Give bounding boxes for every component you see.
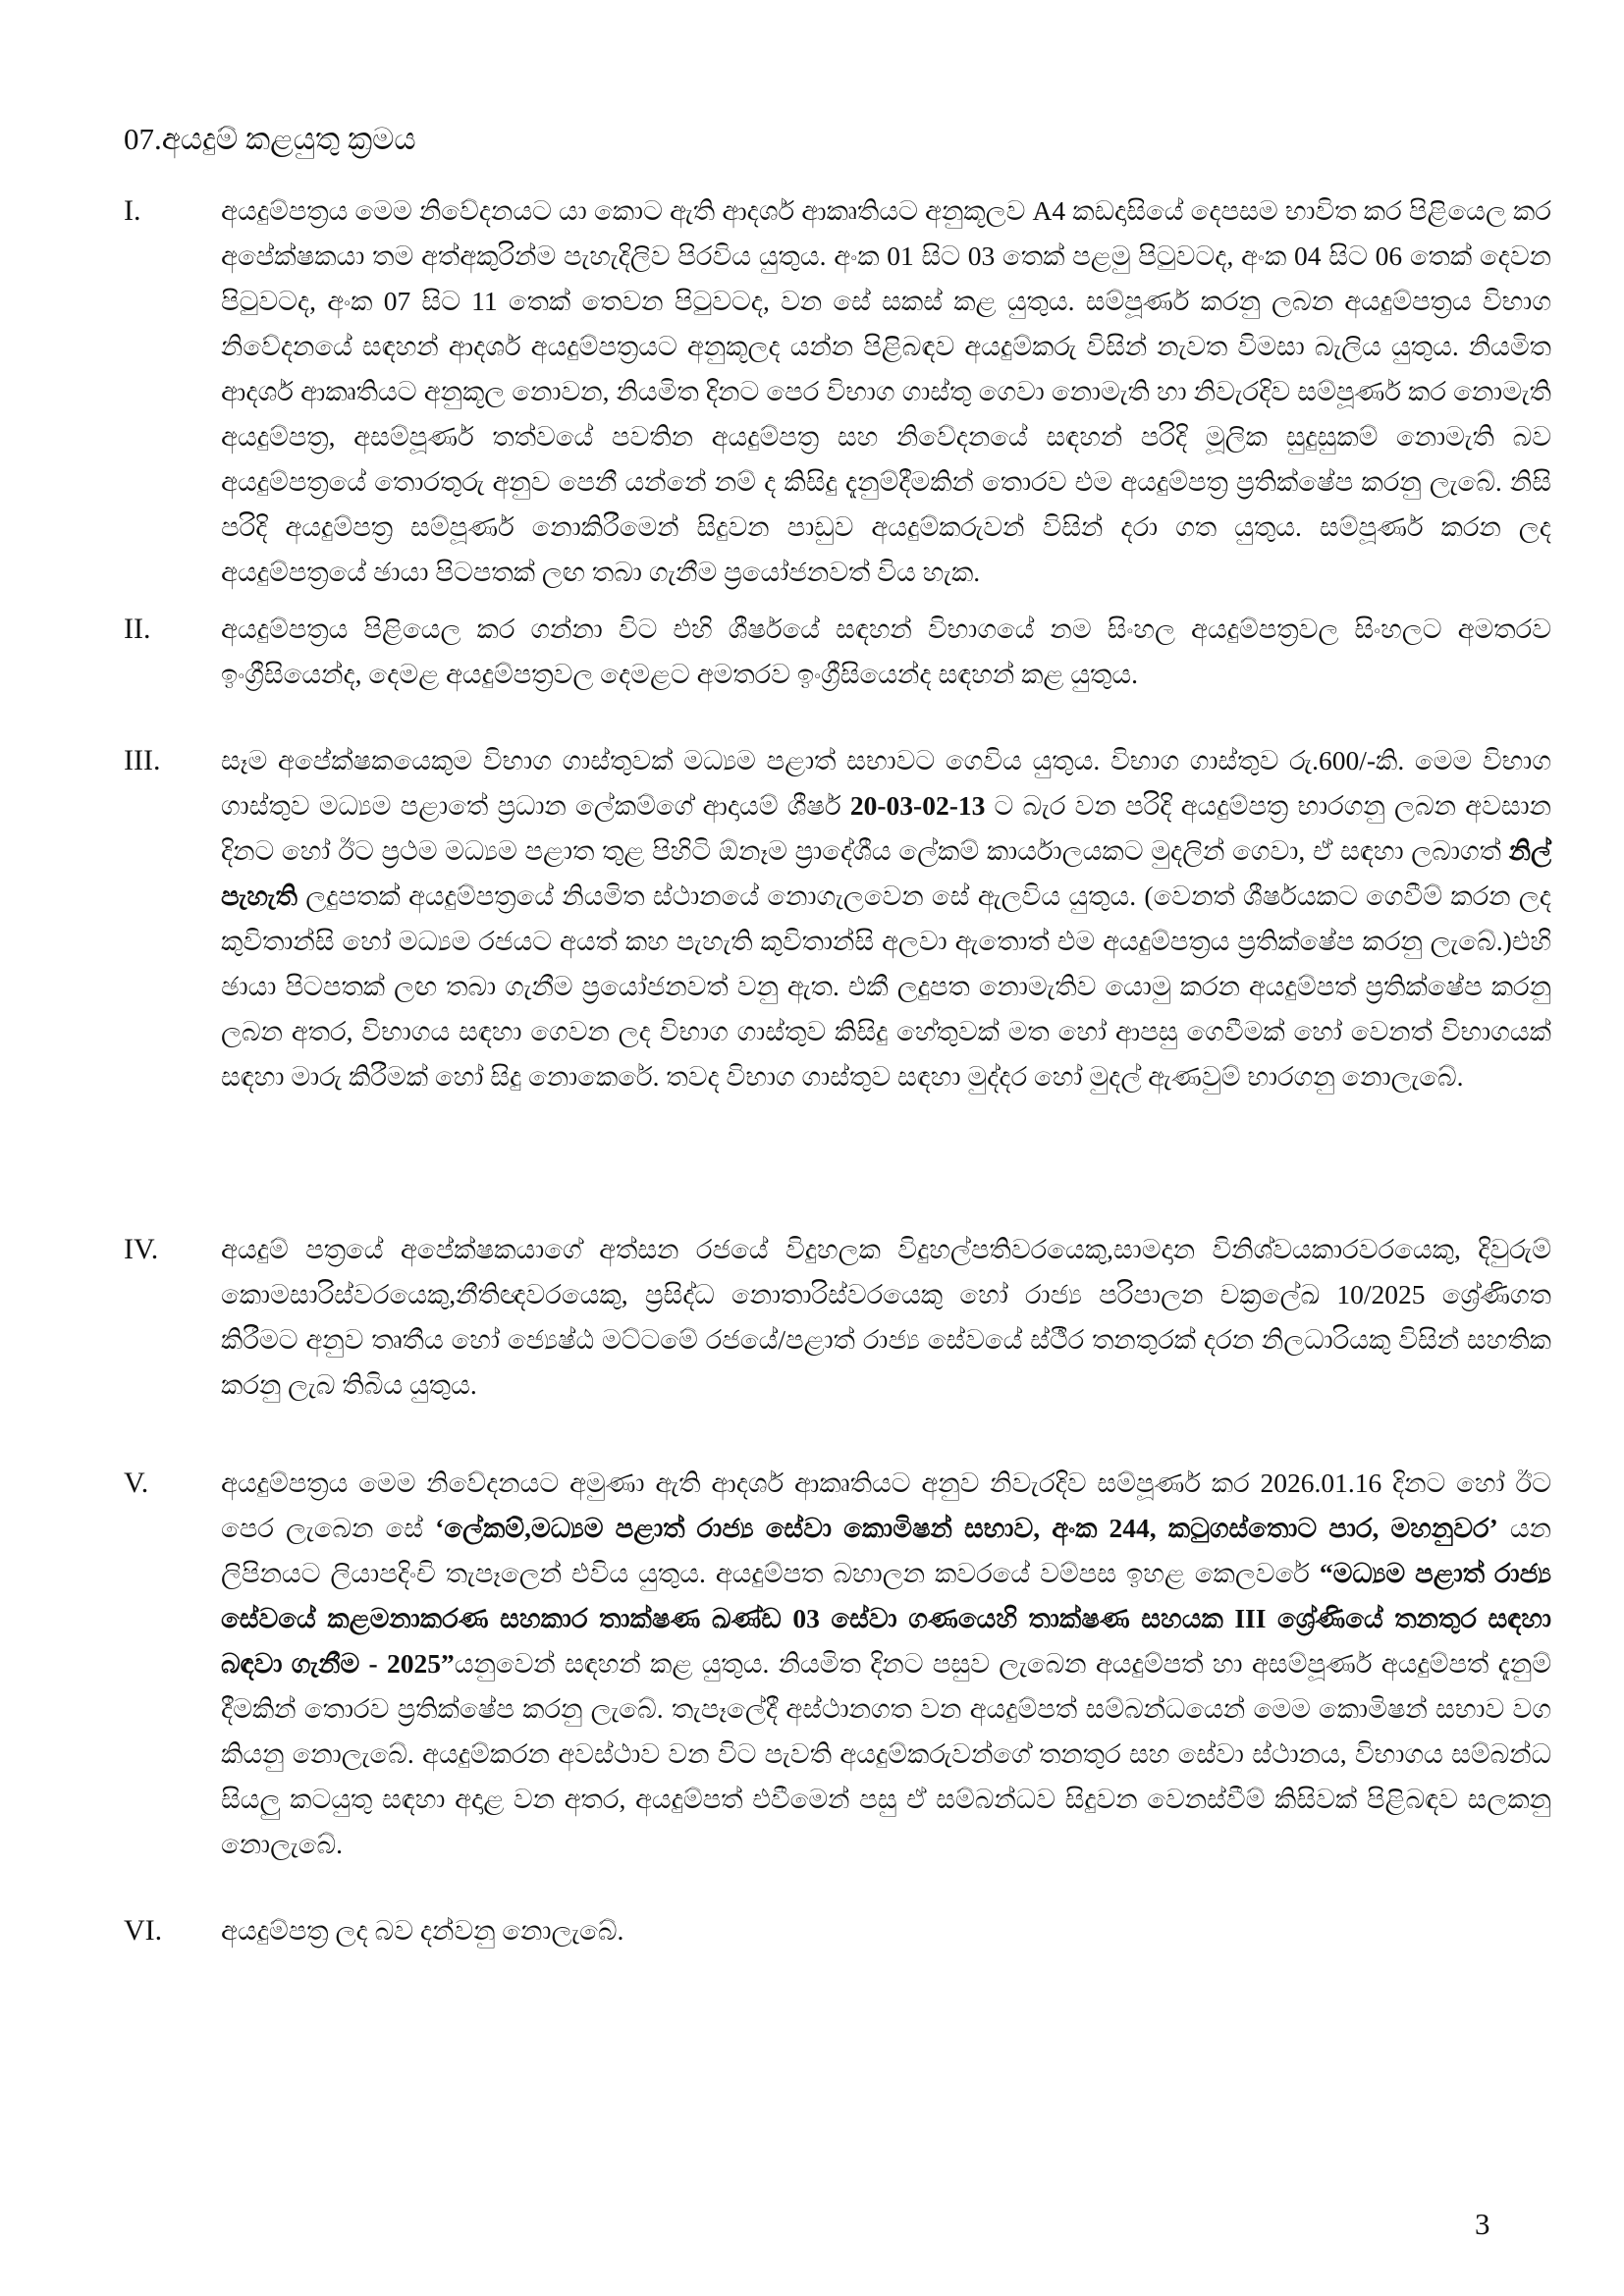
item-vi-numeral: VI.	[124, 1914, 163, 1947]
item-iii-numeral: III.	[124, 744, 161, 776]
document-content	[124, 120, 1551, 1953]
text-run: සෑම අපේක්ෂකයෙකුම විභාග ගාස්තුවක් මධ්‍යම පළාත් සභාවට ගෙවිය යුතුය. විභාග ගාස්තුව රු.600/-කි. මෙම විභාග ගාස්තුව මධ්‍යම පළාතේ ප්‍රධාන ලේකම්ගේ ආදායම් ශීර්ෂ	[221, 745, 1551, 821]
text-run: ලදුපතක් අයදුම්පත්‍රයේ නියමිත ස්ථානයේ නොගැලවෙන සේ ඇලවිය යුතුය. (වෙනත් ශීර්ෂයකට ගෙවීම් කරන ලද කුවිතාන්සි හෝ මධ්‍යම රජයට අයත් කහ පැහැති කුවිතාන්සි අලවා ඇතොත් එම අයදුම්පත්‍රය ප්‍රතික්ෂේප කරනු ලැබේ.)එහි ඡායා පිටපතක් ලඟ තබා ගැනීම ප්‍රයෝජනවත් වනු ඇත. එකී ලදුපත නොමැතිව යොමු කරන අයදුම්පත් ප්‍රතික්ෂේප කරනු ලබන අතර, විභාගය සඳහා ගෙවන ලද විභාග ගාස්තුව කිසිදු හේතුවක් මත හෝ ආපසු ගෙවීමක් හෝ වෙනත් විභාගයක් සඳහා මාරු කිරීමක් හෝ සිදු නොකෙරේ. තවද විභාග ගාස්තුව සඳහා මුද්දර හෝ මුදල් ඇණවුම් භාරගනු නොලැබේ.	[221, 881, 1551, 1092]
item-ii-text: අයදුම්පත්‍රය පිළියෙල කර ගන්නා විට එහි ශීර්ෂයේ සඳහන් විභාගයේ නම සිංහල අයදුම්පත්‍රවල සිංහලට අමතරව ඉංග්‍රීසියෙන්ද, දෙමළ අයදුම්පත්‍රවල දෙමළට අමතරව ඉංග්‍රීසියෙන්ද සඳහන් කළ යුතුය.	[221, 614, 1551, 689]
item-iii-text	[221, 738, 1551, 1099]
bold-run-blue-receipt: නිල් පැහැති	[221, 835, 1551, 911]
page-number: 3	[1475, 2207, 1490, 2241]
item-iv-text: අයදුම් පත්‍රයේ අපේක්ෂකයාගේ අත්සන රජයේ විදුහලක විදුහල්පතිවරයෙකු,සාමදාන විනිශ්වයකාරවරයෙකු, දිවුරුම් කොමසාරිස්වරයෙකු,නීතිඥවරයෙකු, ප්‍රසිද්ධ නොතාරිස්වරයෙකු හෝ රාජ්‍ය පරිපාලන චක්‍රලේඛ 10/2025 ශ්‍රේණිගත කිරීමට අනුව තෘතීය හෝ ජ්‍යෙෂ්ඨ මට්ටමේ රජයේ/පළාත් රාජ්‍ය සේවයේ ස්ථීර තනතුරක් දරන නිලධාරියකු විසින් සහතික කරනු ලැබ තිබිය යුතුය.	[221, 1234, 1551, 1400]
bold-run-postal-address: ‘ලේකම්,මධ්‍යම පළාත් රාජ්‍ය සේවා කොමිෂන් සභාව, අංක 244, කටුගස්තොට පාර, මහනුවර’	[435, 1513, 1498, 1543]
bold-run-revenue-head: 20-03-02-13	[849, 790, 986, 821]
item-ii-numeral: II.	[124, 613, 151, 645]
bold-run-envelope-title: “මධ්‍යම පළාත් රාජ්‍ය සේවයේ කළමනාකරණ සහකාර තාක්ෂණ ඛණ්ඩ 03 සේවා ගණයෙහි තාක්ෂණ සහයක III ශ්‍රේණියේ තනතුර සඳහා බඳවා ගැනීම - 2025”	[221, 1558, 1551, 1679]
text-run: යන ලිපිනයට ලියාපදිංචි තැපෑලෙන් එවිය යුතුය. අයදුම්පත බහාලන කවරයේ වම්පස ඉහළ කෙලවරේ	[221, 1513, 1551, 1588]
item-iv-numeral: IV.	[124, 1233, 159, 1265]
text-run: යනුවෙන් සඳහන් කළ යුතුය. නියමිත දිනට පසුව ලැබෙන අයදුම්පත් හා අසම්පූර්ණ අයදුම්පත් දැනුම් දීමකින් තොරව ප්‍රතික්ෂේප කරනු ලැබේ. තැපෑලේදී අස්ථානගත වන අයදුම්පත් සම්බන්ධයෙන් මෙම කොමිෂන් සභාව වග කියනු නොලැබේ. අයදුම්කරන අවස්ථාව වන විට පැවති අයදුම්කරුවන්ගේ තනතුර සහ සේවා ස්ථානය, විභාගය සම්බන්ධ සියලු කටයුතු සඳහා අදාළ වන අතර, අයදුම්පත් එවීමෙන් පසු ඒ සම්බන්ධව සිදුවන වෙනස්වීම් කිසිවක් පිළිබඳව සලකනු නොලැබේ.	[221, 1648, 1551, 1859]
text-run: අයදුම්පත්‍රය මෙම නිවේදනයට අමුණා ඇති ආදර්ශ ආකෘතියට අනුව නිවැරදිව සම්පූර්ණ කර 2026.01.16 දිනට හෝ ඊට පෙර ලැබෙන සේ	[221, 1468, 1551, 1543]
item-i-text: අයදුම්පත්‍රය මෙම නිවේදනයට යා කොට ඇති ආදර්ශ ආකෘතියට අනුකූලව A4 කඩදාසියේ දෙපසම භාවිත කර පිළියෙල කර අපේක්ෂකයා තම අත්අකුරින්ම පැහැදිලිව පිරවිය යුතුය. අංක 01 සිට 03 තෙක් පළමු පිටුවටද, අංක 04 සිට 06 තෙක් දෙවන පිටුවටද, අංක 07 සිට 11 තෙක් තෙවන පිටුවටද, වන සේ සකස් කළ යුතුය. සම්පූර්ණ කරනු ලබන අයදුම්පත්‍රය විභාග නිවේදනයේ සඳහන් ආදර්ශ අයදුම්පත්‍රයට අනුකූලද යන්න පිළිබඳව අයදුම්කරු විසින් නැවත විමසා බැලිය යුතුය. නියමිත ආදර්ශ ආකෘතියට අනුකූල නොවන, නියමිත දිනට පෙර විභාග ගාස්තු ගෙවා නොමැති හා නිවැරදිව සම්පූර්ණ කර නොමැති අයදුම්පත්‍ර, අසම්පූර්ණ තත්වයේ පවතින අයදුම්පත්‍ර සහ නිවේදනයේ සඳහන් පරිදි මූලික සුදුසුකම් නොමැති බව අයදුම්පත්‍රයේ තොරතුරු අනුව පෙනී යන්නේ නම් ද කිසිදු දැනුම්දීමකින් තොරව එම අයදුම්පත්‍ර ප්‍රතික්ෂේප කරනු ලැබේ. නිසි පරිදි අයදුම්පත්‍ර සම්පූර්ණ නොකිරීමෙන් සිදුවන පාඩුව අයදුම්කරුවන් විසින් දරා ගත යුතුය. සම්පූර්ණ කරන ලද අයදුම්පත්‍රයේ ඡායා පිටපතක් ලඟ තබා ගැනීම ප්‍රයෝජනවත් විය හැක.	[221, 195, 1551, 587]
item-v-text	[221, 1461, 1551, 1867]
item-vi	[124, 1908, 1551, 1953]
section-heading: 07.අයදුම් කළයුතු ක්‍රමය	[124, 122, 416, 156]
item-i-numeral: I.	[124, 194, 141, 227]
item-v-numeral: V.	[124, 1467, 149, 1499]
item-v	[124, 1461, 1551, 1867]
item-iii	[124, 738, 1551, 1099]
item-vi-text: අයදුම්පත්‍ර ලද බව දන්වනු නොලැබේ.	[221, 1915, 624, 1946]
text-run: ට බැර වන පරිදි අයදුම්පත්‍ර භාරගනු ලබන අවසාන දිනට හෝ ඊට ප්‍රථම මධ්‍යම පළාත තුළ පිහිටි ඕනෑම ප්‍රාදේශීය ලේකම් කාර්යාලයකට මුදලින් ගෙවා, ඒ සඳහා ලබාගත්	[221, 790, 1551, 866]
item-ii	[124, 607, 1551, 697]
item-iv	[124, 1227, 1551, 1408]
item-i	[124, 188, 1551, 595]
